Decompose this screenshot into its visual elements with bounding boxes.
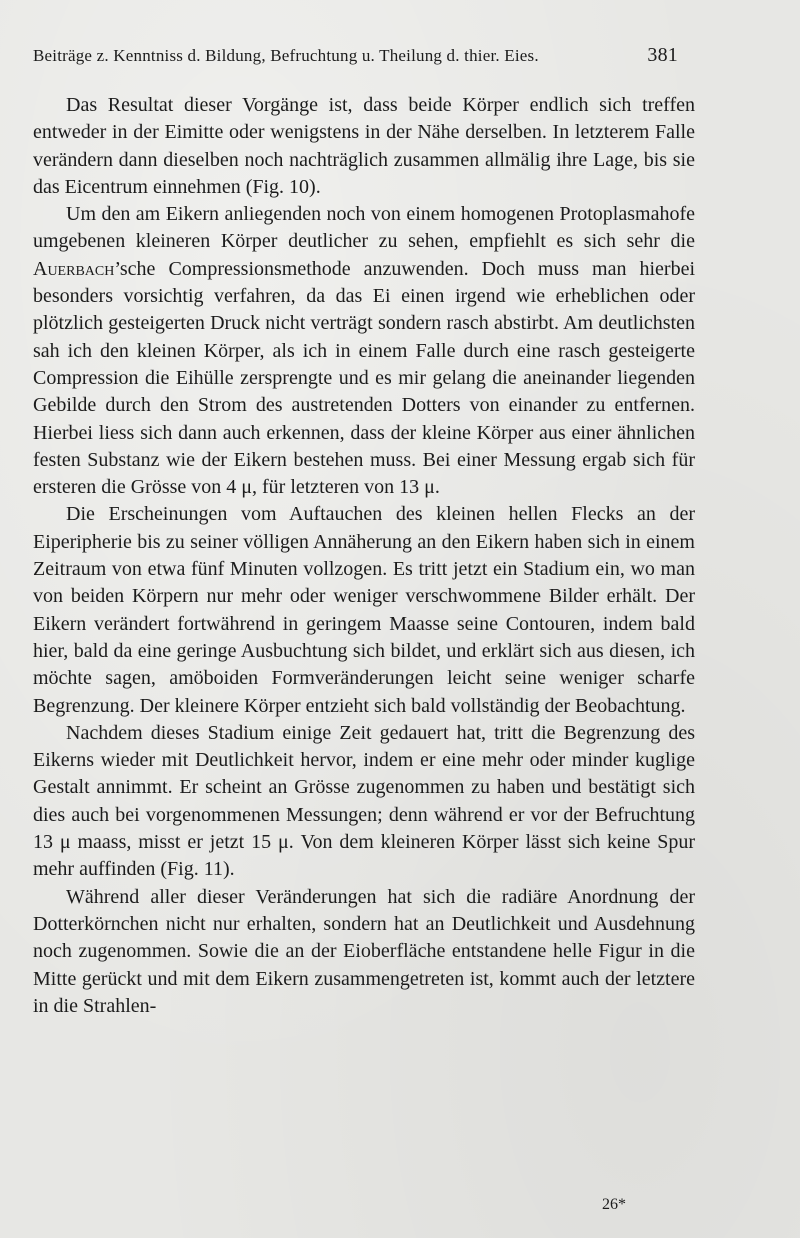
- body-text: [33, 92, 695, 1020]
- paragraph-5: Während aller dieser Veränderungen hat sich die radiäre Anordnung der Dotterkörnchen nicht nur erhalten, sondern hat an Deutlichkeit und Ausdehnung noch zugenommen. Sowie die an der Eioberfläche entstandene helle Figur in die Mitte gerückt und mit dem Eikern zusammengetreten ist, kommt auch der letztere in die Strahlen-: [33, 885, 695, 1017]
- paragraph-2-part-2: ’sche Compressionsmethode anzuwenden. Doch muss man hierbei besonders vorsichtig verfahren, da das Ei einen irgend wie erheblichen oder plötzlich gesteigerten Druck nicht verträgt sondern rasch abstirbt. Am deutlichsten sah ich den kleinen Körper, als ich in einem Falle durch eine rasch gesteigerte Compression die Eihülle zersprengte und es mir gelang die aneinander liegenden Gebilde durch den Strom des austretenden Dotters von einander zu entfernen. Hierbei liess sich dann auch erkennen, dass der kleine Körper aus einer ähnlichen festen Substanz wie der Eikern bestehen muss. Bei einer Messung ergab sich für ersteren die Grösse von 4 μ, für letzteren von 13 μ.: [33, 257, 695, 499]
- page-header: [33, 46, 678, 72]
- signature-mark: 26*: [602, 1196, 626, 1213]
- paragraph-1: Das Resultat dieser Vorgänge ist, dass beide Körper endlich sich treffen entweder in der Eimitte oder wenigstens in der Nähe derselben. In letzterem Falle verändern dann dieselben noch nachträglich zusammen allmälig ihre Lage, bis sie das Eicentrum einnehmen (Fig. 10).: [33, 94, 695, 198]
- paragraph-2-part-1: Um den am Eikern anliegenden noch von einem homogenen Protoplasmahofe umgebenen kleineren Körper deutlicher zu sehen, empfiehlt es sich sehr die: [33, 203, 695, 253]
- paragraph-2: [33, 201, 695, 501]
- page-number: 381: [647, 44, 678, 66]
- running-title: Beiträge z. Kenntniss d. Bildung, Befruchtung u. Theilung d. thier. Eies.: [33, 46, 539, 65]
- author-name-auerbach: Auerbach: [33, 257, 115, 280]
- paragraph-4: Nachdem dieses Stadium einige Zeit gedauert hat, tritt die Begrenzung des Eikerns wieder mit Deutlichkeit hervor, indem er eine mehr oder minder kuglige Gestalt annimmt. Er scheint an Grösse zugenommen zu haben und bestätigt sich dies auch bei vorgenommenen Messungen; denn während er vor der Befruchtung 13 μ maass, misst er jetzt 15 μ. Von dem kleineren Körper lässt sich keine Spur mehr auffinden (Fig. 11).: [33, 721, 695, 881]
- paragraph-3: Die Erscheinungen vom Auftauchen des kleinen hellen Flecks an der Eiperipherie bis zu seiner völligen Annäherung an den Eikern haben sich in einem Zeitraum von etwa fünf Minuten vollzogen. Es tritt jetzt ein Stadium ein, wo man von beiden Körpern nur mehr oder weniger verschwommene Bilder erhält. Der Eikern verändert fortwährend in geringem Maasse seine Contouren, indem bald hier, bald da eine geringe Ausbuchtung sich bildet, und erklärt sich aus diesen, ich möchte sagen, amöboiden Formveränderungen leicht seine weniger scharfe Begrenzung. Der kleinere Körper entzieht sich bald vollständig der Beobachtung.: [33, 503, 695, 717]
